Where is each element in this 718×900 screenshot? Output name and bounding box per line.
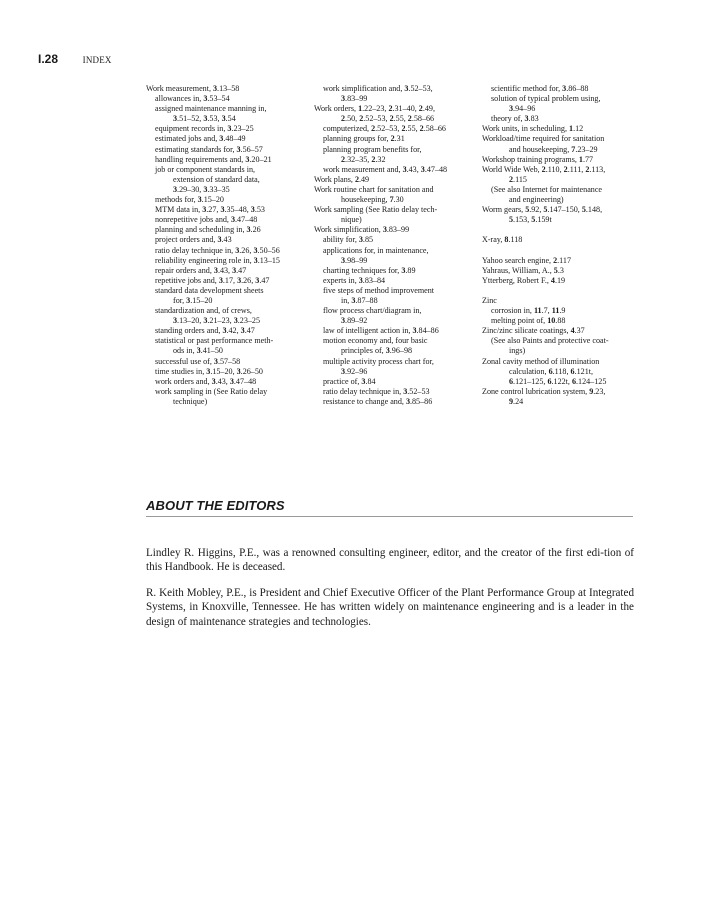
index-entry: Workload/time required for sanitation xyxy=(482,134,605,144)
index-subentry: assigned maintenance manning in, xyxy=(155,104,267,114)
index-entry: World Wide Web, 2.110, 2.111, 2.113, xyxy=(482,164,606,174)
index-entry: Zinc/zinc silicate coatings, 4.37 xyxy=(482,326,585,336)
index-subentry: nique) xyxy=(341,215,362,225)
index-subentry: and engineering) xyxy=(509,195,564,205)
index-subentry: work measurement and, 3.43, 3.47–48 xyxy=(323,164,448,174)
index-entry: Work simplification, 3.83–99 xyxy=(314,225,410,235)
index-subentry: nonrepetitive jobs and, 3.47–48 xyxy=(155,215,258,225)
index-subentry: ratio delay technique in, 3.26, 3.50–56 xyxy=(155,245,280,255)
index-subentry: technique) xyxy=(173,396,208,406)
index-subentry: 3.92–96 xyxy=(341,366,368,376)
index-subentry: MTM data in, 3.27, 3.35–48, 3.53 xyxy=(155,205,265,215)
index-subentry: planning and scheduling in, 3.26 xyxy=(155,225,261,235)
index-entry: Work routine chart for sanitation and xyxy=(314,184,434,194)
index-entry: Zinc xyxy=(482,295,497,305)
index-subentry: standardization and, of crews, xyxy=(155,306,252,316)
index-subentry: five steps of method improvement xyxy=(323,285,435,295)
index-subentry: project orders and, 3.43 xyxy=(155,235,232,245)
index-subentry: housekeeping, 7.30 xyxy=(341,195,404,205)
index-subentry: solution of typical problem using, xyxy=(491,94,601,104)
index-subentry: practice of, 3.84 xyxy=(323,376,376,386)
index-subentry: in, 3.87–88 xyxy=(341,295,378,305)
index-subentry: estimated jobs and, 3.48–49 xyxy=(155,134,246,144)
index-subentry: 2.115 xyxy=(509,174,527,184)
index-subentry: theory of, 3.83 xyxy=(491,114,539,124)
index-subentry: 3.89–92 xyxy=(341,316,368,326)
index-subentry: 3.13–20, 3.21–23, 3.23–25 xyxy=(173,316,261,326)
index-gap xyxy=(482,225,642,235)
index-subentry: equipment records in, 3.23–25 xyxy=(155,124,254,134)
index-subentry: planning groups for, 2.31 xyxy=(323,134,405,144)
index-entry: Work orders, 1.22–23, 2.31–40, 2.49, xyxy=(314,104,435,114)
index-subentry: 2.50, 2.52–53, 2.55, 2.58–66 xyxy=(341,114,435,124)
index-subentry: ings) xyxy=(509,346,526,356)
index-subentry: 3.83–99 xyxy=(341,94,368,104)
index-subentry: work simplification and, 3.52–53, xyxy=(323,84,433,93)
index-subentry: 2.32–35, 2.32 xyxy=(341,154,386,164)
index-entry: Zonal cavity method of illumination xyxy=(482,356,600,366)
index-subentry: experts in, 3.83–84 xyxy=(323,275,386,285)
index-subentry: 9.24 xyxy=(509,396,524,406)
editor-bio-mobley: R. Keith Mobley, P.E., is President and Chief Executive Officer of the Plant Performance Group at Integrated Systems, in Knoxville, Tennessee. He has written widely on maintenance engineering and is a leader in the design of maintenance strategies and technologies. xyxy=(146,587,634,628)
index-subentry: estimating standards for, 3.56–57 xyxy=(155,144,263,154)
index-subentry: 3.51–52, 3.53, 3.54 xyxy=(173,114,236,124)
index-subentry: ratio delay technique in, 3.52–53 xyxy=(323,386,430,396)
index-column-3 xyxy=(482,84,642,407)
index-subentry: applications for, in maintenance, xyxy=(323,245,429,255)
index-subentry: allowances in, 3.53–54 xyxy=(155,94,230,104)
index-subentry: calculation, 6.118, 6.121t, xyxy=(509,366,594,376)
index-entry: Work units, in scheduling, 1.12 xyxy=(482,124,584,134)
index-subentry: computerized, 2.52–53, 2.55, 2.58–66 xyxy=(323,124,446,134)
index-subentry: work orders and, 3.43, 3.47–48 xyxy=(155,376,257,386)
heading-rule xyxy=(146,516,633,517)
index-subentry: ods in, 3.41–50 xyxy=(173,346,223,356)
index-subentry: extension of standard data, xyxy=(173,174,260,184)
index-entry: Yahoo search engine, 2.117 xyxy=(482,255,572,265)
index-entry: Yahraus, William, A., 5.3 xyxy=(482,265,564,275)
index-subentry: work sampling in (See Ratio delay xyxy=(155,386,268,396)
index-subentry: 3.29–30, 3.33–35 xyxy=(173,184,230,194)
index-subentry: methods for, 3.15–20 xyxy=(155,195,224,205)
index-subentry: time studies in, 3.15–20, 3.26–50 xyxy=(155,366,263,376)
index-subentry: 5.153, 5.159t xyxy=(509,215,552,225)
page-number: I.28 xyxy=(38,52,59,66)
index-subentry: principles of, 3.96–98 xyxy=(341,346,413,356)
index-subentry: statistical or past performance meth- xyxy=(155,336,274,346)
index-entry: X-ray, 8.118 xyxy=(482,235,523,245)
index-entry: Zone control lubrication system, 9.23, xyxy=(482,386,606,396)
index-subentry: handling requirements and, 3.20–21 xyxy=(155,154,272,164)
index-entry: Workshop training programs, 1.77 xyxy=(482,154,594,164)
index-subentry: motion economy and, four basic xyxy=(323,336,428,346)
index-subentry: flow process chart/diagram in, xyxy=(323,306,422,316)
index-subentry: 3.98–99 xyxy=(341,255,368,265)
about-editors-heading: ABOUT THE EDITORS xyxy=(146,498,285,513)
index-subentry: law of intelligent action in, 3.84–86 xyxy=(323,326,439,336)
index-entry: Ytterberg, Robert F., 4.19 xyxy=(482,275,566,285)
index-subentry: melting point of, 10.88 xyxy=(491,316,566,326)
index-subentry: (See also Internet for maintenance xyxy=(491,184,603,194)
editor-bio-higgins: Lindley R. Higgins, P.E., was a renowned consulting engineer, editor, and the creator of the first edi-tion of this Handbook. He is deceased. xyxy=(146,547,634,574)
index-subentry: ability for, 3.85 xyxy=(323,235,374,245)
index-subentry: (See also Paints and protective coat- xyxy=(491,336,609,346)
index-subentry: repetitive jobs and, 3.17, 3.26, 3.47 xyxy=(155,275,270,285)
index-column-1 xyxy=(146,84,306,407)
running-head: INDEX xyxy=(82,55,112,65)
index-subentry: scientific method for, 3.86–88 xyxy=(491,84,589,93)
index-entry: Work plans, 2.49 xyxy=(314,174,370,184)
index-subentry: multiple activity process chart for, xyxy=(323,356,434,366)
index-subentry: 6.121–125, 6.122t, 6.124–125 xyxy=(509,376,607,386)
index-subentry: standard data development sheets xyxy=(155,285,264,295)
index-entry: Worm gears, 5.92, 5.147–150, 5.148, xyxy=(482,205,603,215)
index-gap xyxy=(482,246,642,256)
page-header xyxy=(38,52,112,66)
index-entry: Work measurement, 3.13–58 xyxy=(146,84,240,93)
index-subentry: corrosion in, 11.7, 11.9 xyxy=(491,306,566,316)
index-column-2 xyxy=(314,84,474,407)
index-gap xyxy=(482,286,642,296)
index-subentry: and housekeeping, 7.23–29 xyxy=(509,144,598,154)
index-subentry: planning program benefits for, xyxy=(323,144,422,154)
index-subentry: charting techniques for, 3.89 xyxy=(323,265,416,275)
index-subentry: successful use of, 3.57–58 xyxy=(155,356,241,366)
index-subentry: standing orders and, 3.42, 3.47 xyxy=(155,326,255,336)
index-subentry: 3.94–96 xyxy=(509,104,536,114)
index-subentry: resistance to change and, 3.85–86 xyxy=(323,396,433,406)
index-entry: Work sampling (See Ratio delay tech- xyxy=(314,205,438,215)
index-subentry: repair orders and, 3.43, 3.47 xyxy=(155,265,247,275)
index-subentry: reliability engineering role in, 3.13–15 xyxy=(155,255,280,265)
index-subentry: job or component standards in, xyxy=(155,164,256,174)
index-subentry: for, 3.15–20 xyxy=(173,295,213,305)
